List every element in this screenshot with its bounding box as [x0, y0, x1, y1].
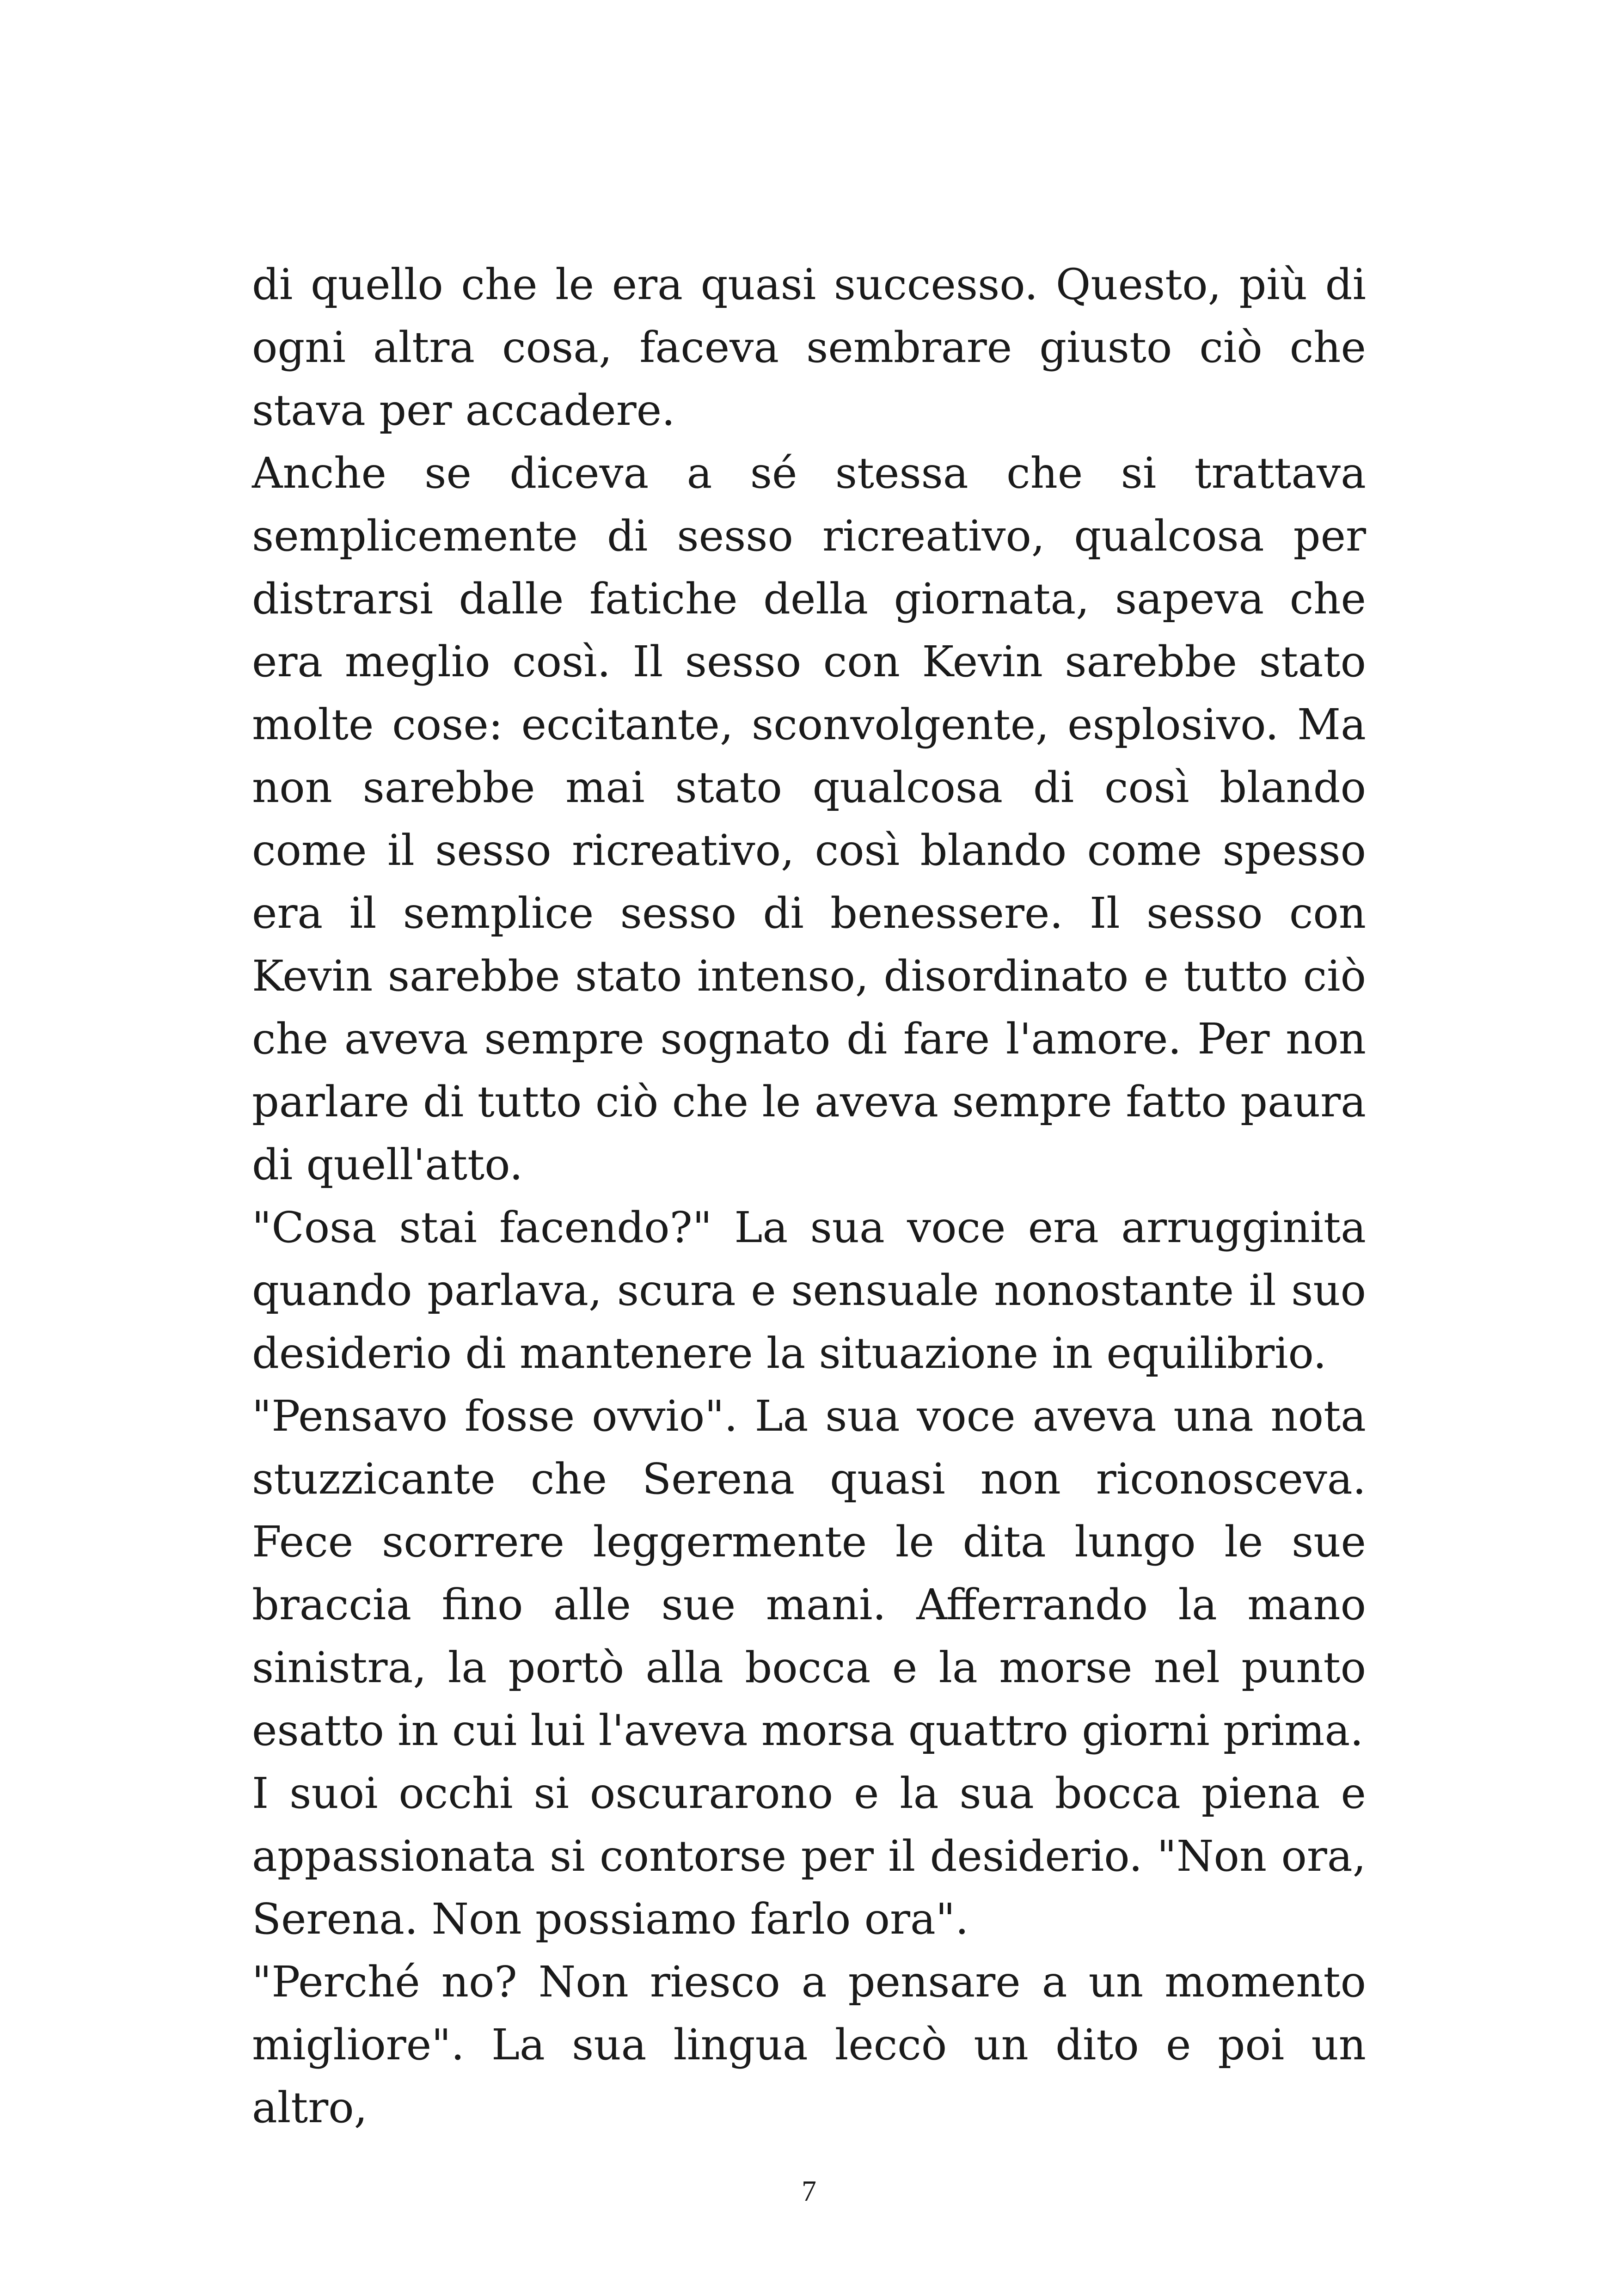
- page-number: 7: [802, 2174, 816, 2207]
- body-text: [252, 253, 1366, 2139]
- paragraph-5: I suoi occhi si oscurarono e la sua bocca piena e appassionata si contorse per il desiderio. "Non ora, Serena. Non possiamo farlo ora".: [252, 1769, 1366, 1944]
- paragraph-6: "Perché no? Non riesco a pensare a un momento migliore". La sua lingua leccò un dito e poi un altro,: [252, 1957, 1366, 2132]
- paragraph-2: Anche se diceva a sé stessa che si trattava semplicemente di sesso ricreativo, qualcosa per distrarsi dalle fatiche della giornata, sapeva che era meglio così. Il sesso con Kevin sarebbe stato molte cose: eccitante, sconvolgente, esplosivo. Ma non sarebbe mai stato qualcosa di così blando come il sesso ricreativo, così blando come spesso era il semplice sesso di benessere. Il sesso con Kevin sarebbe stato intenso, disordinato e tutto ciò che aveva sempre sognato di fare l'amore. Per non parlare di tutto ciò che le aveva sempre fatto paura di quell'atto.: [252, 448, 1366, 1189]
- paragraph-1: di quello che le era quasi successo. Questo, più di ogni altra cosa, faceva sembrare giusto ciò che stava per accadere.: [252, 260, 1366, 435]
- paragraph-4: "Pensavo fosse ovvio". La sua voce aveva una nota stuzzicante che Serena quasi non riconosceva. Fece scorrere leggermente le dita lungo le sue braccia fino alle sue mani. Afferrando la mano sinistra, la portò alla bocca e la morse nel punto esatto in cui lui l'aveva morsa quattro giorni prima.: [252, 1391, 1366, 1755]
- paragraph-3: "Cosa stai facendo?" La sua voce era arrugginita quando parlava, scura e sensuale nonostante il suo desiderio di mantenere la situazione in equilibrio.: [252, 1203, 1366, 1378]
